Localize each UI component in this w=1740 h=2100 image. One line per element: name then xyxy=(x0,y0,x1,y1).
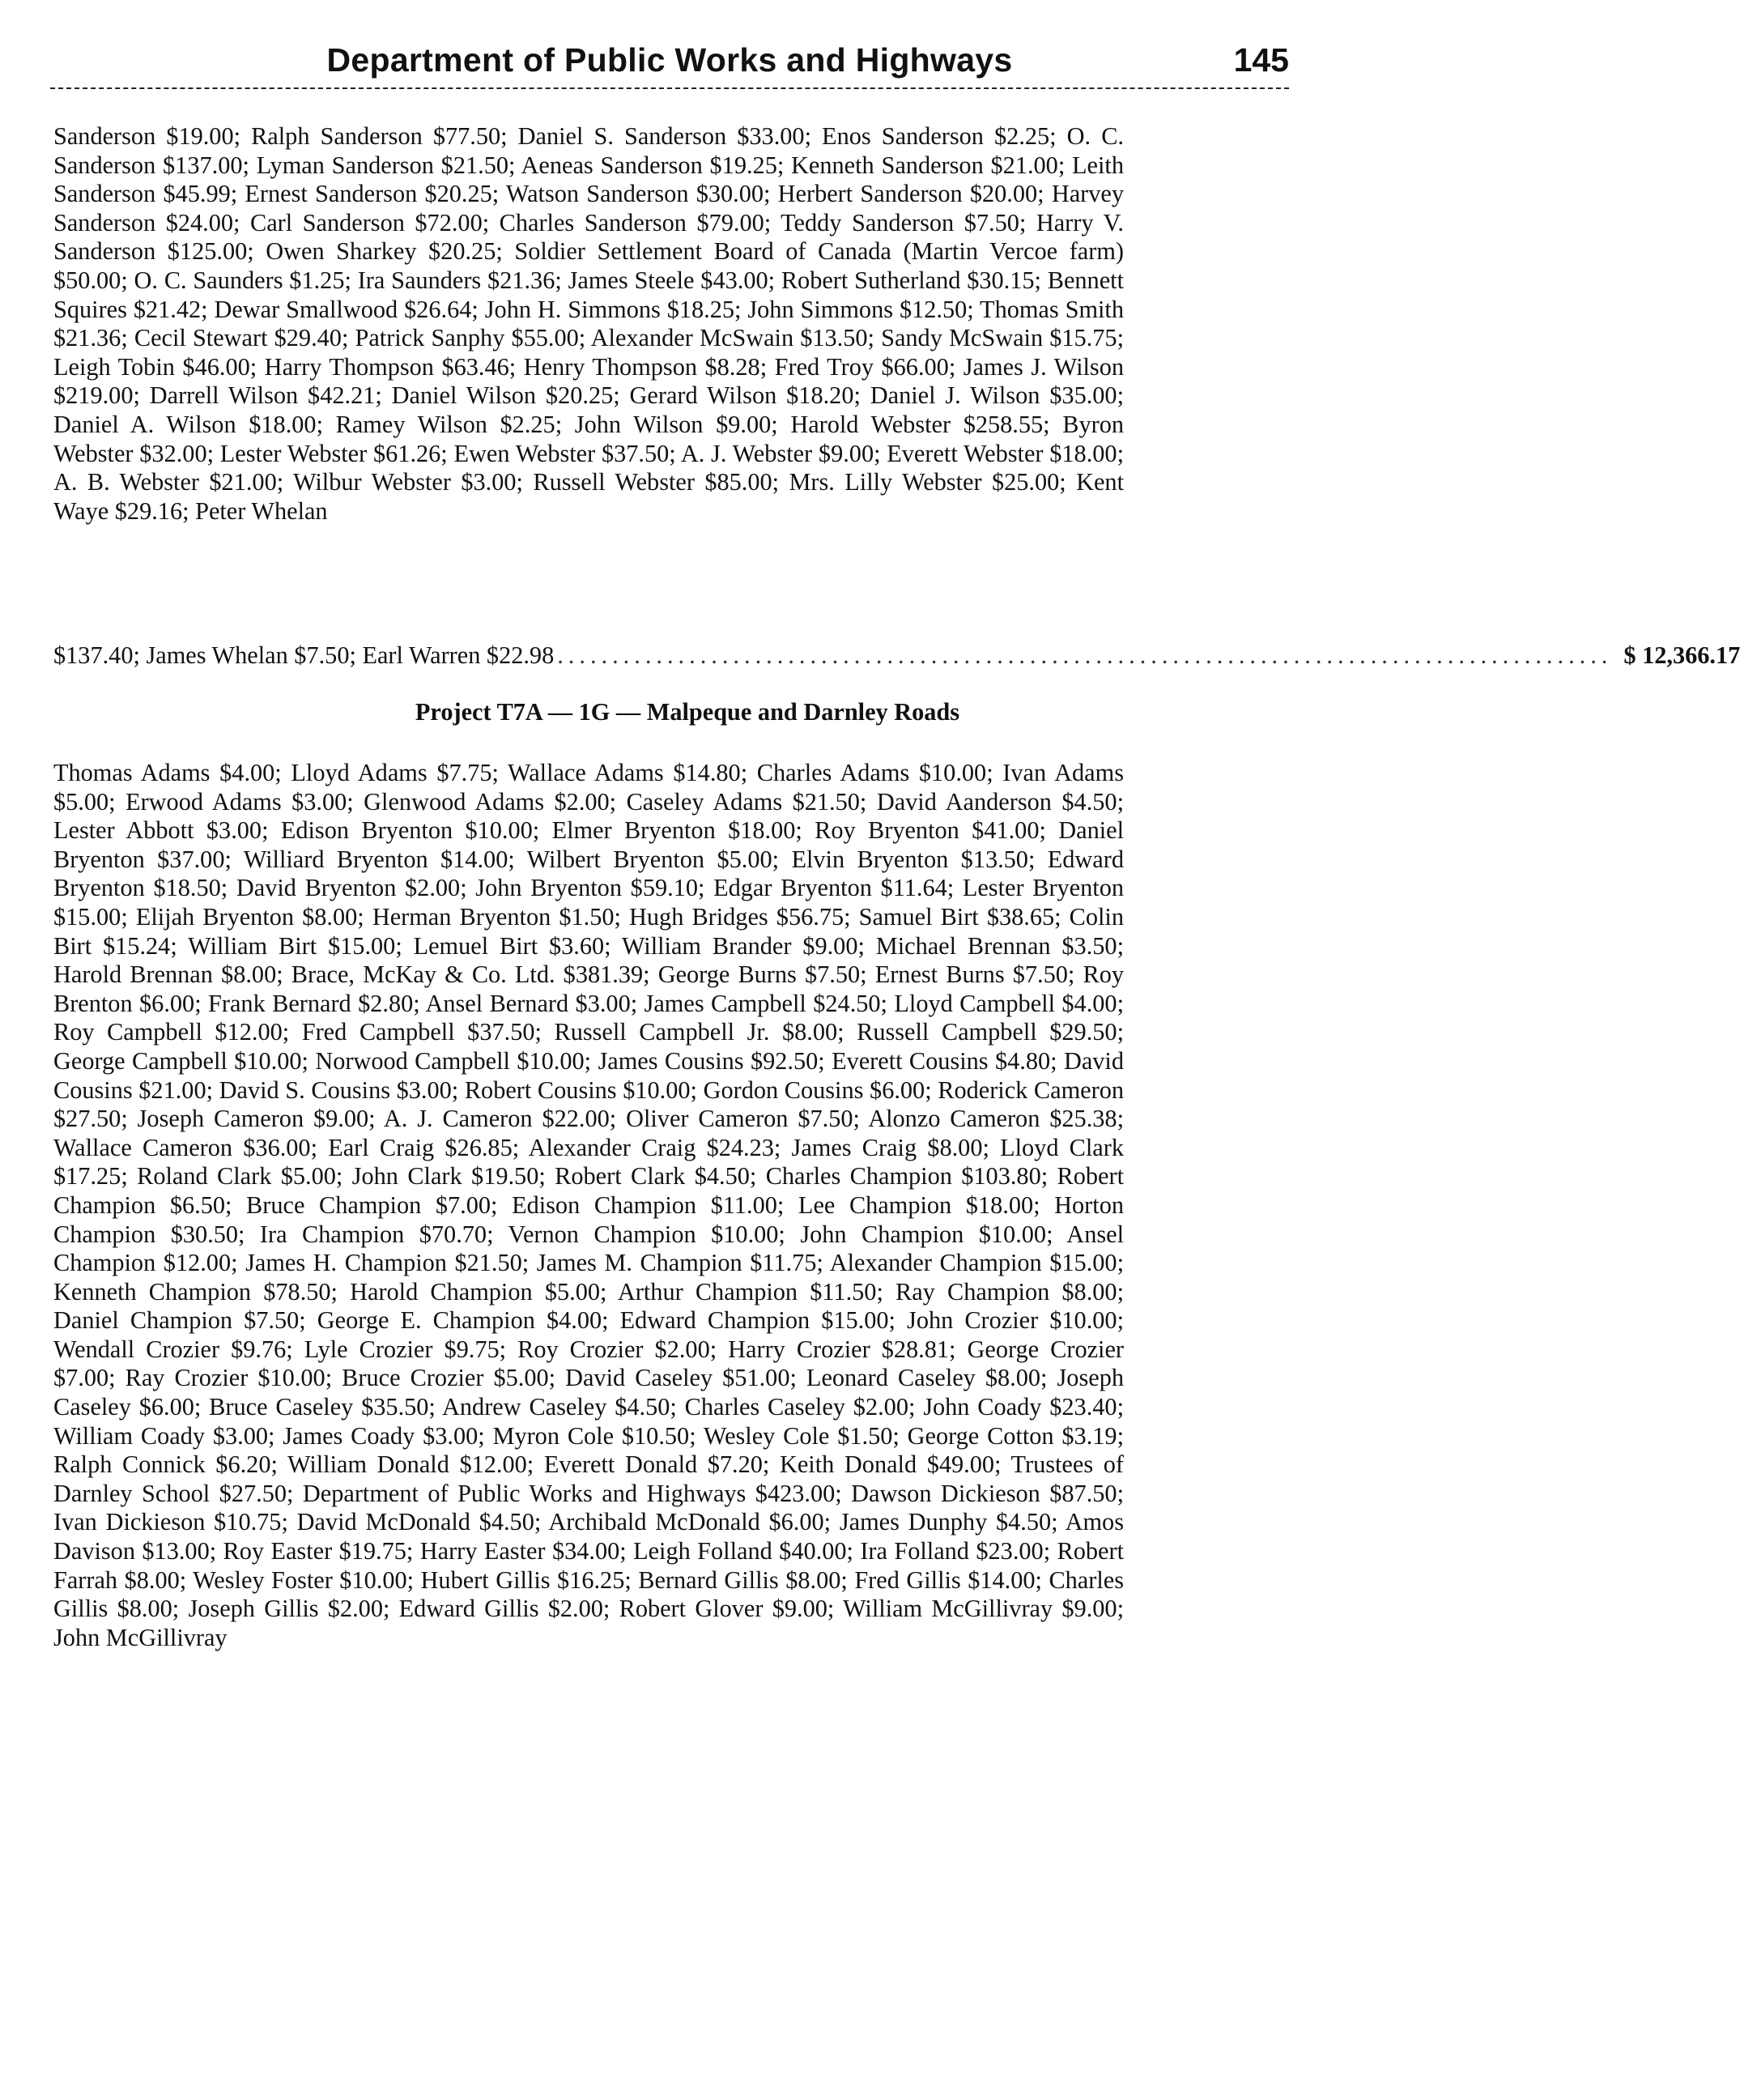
total-line xyxy=(53,641,1740,670)
header-title: Department of Public Works and Highways xyxy=(326,41,1013,79)
payee-paragraph-1: Sanderson $19.00; Ralph Sanderson $77.50; Daniel S. Sanderson $33.00; Enos Sanderson $2.25; O. C. Sanderson $137.00; Lyman Sanderson $21.50; Aeneas Sanderson $19.25; Kenneth Sanderson $21.00; Leith Sanderson $45.99; Ernest Sanderson $20.25; Watson Sanderson $30.00; Herbert Sanderson $20.00; Harvey Sanderson $24.00; Carl Sanderson $72.00; Charles Sanderson $79.00; Teddy Sanderson $7.50; Harry V. Sanderson $125.00; Owen Sharkey $20.25; Soldier Settlement Board of Canada (Martin Vercoe farm) $50.00; O. C. Saunders $1.25; Ira Saunders $21.36; James Steele $43.00; Robert Sutherland $30.15; Bennett Squires $21.42; Dewar Smallwood $26.64; John H. Simmons $18.25; John Simmons $12.50; Thomas Smith $21.36; Cecil Stewart $29.40; Patrick Sanphy $55.00; Alexander McSwain $13.50; Sandy McSwain $15.75; Leigh Tobin $46.00; Harry Thompson $63.46; Henry Thompson $8.28; Fred Troy $66.00; James J. Wilson $219.00; Darrell Wilson $42.21; Daniel Wilson $20.25; Gerard Wilson $18.20; Daniel J. Wilson $35.00; Daniel A. Wilson $18.00; Ramey Wilson $2.25; John Wilson $9.00; Harold Webster $258.55; Byron Webster $32.00; Lester Webster $61.26; Ewen Webster $37.50; A. J. Webster $9.00; Everett Webster $18.00; A. B. Webster $21.00; Wilbur Webster $3.00; Russell Webster $85.00; Mrs. Lilly Webster $25.00; Kent Waye $29.16; Peter Whelan xyxy=(53,122,1124,525)
page-number: 145 xyxy=(1233,41,1289,79)
project-heading: Project T7A — 1G — Malpeque and Darnley Roads xyxy=(415,698,960,726)
payee-paragraph-2: Thomas Adams $4.00; Lloyd Adams $7.75; Wallace Adams $14.80; Charles Adams $10.00; Ivan Adams $5.00; Erwood Adams $3.00; Glenwood Adams $2.00; Caseley Adams $21.50; David Aanderson $4.50; Lester Abbott $3.00; Edison Bryenton $10.00; Elmer Bryenton $18.00; Roy Bryenton $41.00; Daniel Bryenton $37.00; Williard Bryenton $14.00; Wilbert Bryenton $5.00; Elvin Bryenton $13.50; Edward Bryenton $18.50; David Bryenton $2.00; John Bryenton $59.10; Edgar Bryenton $11.64; Lester Bryenton $15.00; Elijah Bryenton $8.00; Herman Bryenton $1.50; Hugh Bridges $56.75; Samuel Birt $38.65; Colin Birt $15.24; William Birt $15.00; Lemuel Birt $3.60; William Brander $9.00; Michael Brennan $3.50; Harold Brennan $8.00; Brace, McKay & Co. Ltd. $381.39; George Burns $7.50; Ernest Burns $7.50; Roy Brenton $6.00; Frank Bernard $2.80; Ansel Bernard $3.00; James Campbell $24.50; Lloyd Campbell $4.00; Roy Campbell $12.00; Fred Campbell $37.50; Russell Campbell Jr. $8.00; Russell Campbell $29.50; George Campbell $10.00; Norwood Campbell $10.00; James Cousins $92.50; Everett Cousins $4.80; David Cousins $21.00; David S. Cousins $3.00; Robert Cousins $10.00; Gordon Cousins $6.00; Roderick Cameron $27.50; Joseph Cameron $9.00; A. J. Cameron $22.00; Oliver Cameron $7.50; Alonzo Cameron $25.38; Wallace Cameron $36.00; Earl Craig $26.85; Alexander Craig $24.23; James Craig $8.00; Lloyd Clark $17.25; Roland Clark $5.00; John Clark $19.50; Robert Clark $4.50; Charles Champion $103.80; Robert Champion $6.50; Bruce Champion $7.00; Edison Champion $11.00; Lee Champion $18.00; Horton Champion $30.50; Ira Champion $70.70; Vernon Champion $10.00; John Champion $10.00; Ansel Champion $12.00; James H. Champion $21.50; James M. Champion $11.75; Alexander Champion $15.00; Kenneth Champion $78.50; Harold Champion $5.00; Arthur Champion $11.50; Ray Champion $8.00; Daniel Champion $7.50; George E. Champion $4.00; Edward Champion $15.00; John Crozier $10.00; Wendall Crozier $9.76; Lyle Crozier $9.75; Roy Crozier $2.00; Harry Crozier $28.81; George Crozier $7.00; Ray Crozier $10.00; Bruce Crozier $5.00; David Caseley $51.00; Leonard Caseley $8.00; Joseph Caseley $6.00; Bruce Caseley $35.50; Andrew Caseley $4.50; Charles Caseley $2.00; John Coady $23.40; William Coady $3.00; James Coady $3.00; Myron Cole $10.50; Wesley Cole $1.50; George Cotton $3.19; Ralph Connick $6.20; William Donald $12.00; Everett Donald $7.20; Keith Donald $49.00; Trustees of Darnley School $27.50; Department of Public Works and Highways $423.00; Dawson Dickieson $87.50; Ivan Dickieson $10.75; David McDonald $4.50; Archibald McDonald $6.00; James Dunphy $4.50; Amos Davison $13.00; Roy Easter $19.75; Harry Easter $34.00; Leigh Folland $40.00; Ira Folland $23.00; Robert Farrah $8.00; Wesley Foster $10.00; Hubert Gillis $16.25; Bernard Gillis $8.00; Fred Gillis $14.00; Charles Gillis $8.00; Joseph Gillis $2.00; Edward Gillis $2.00; Robert Glover $9.00; William McGillivray $9.00; John McGillivray xyxy=(53,759,1124,1651)
total-line-text: $137.40; James Whelan $7.50; Earl Warren $22.98 xyxy=(53,641,555,669)
header-rule xyxy=(50,87,1289,89)
dot-leader: ................................................................................................ xyxy=(557,641,1613,669)
page-header xyxy=(50,23,1289,79)
section-total: $ 12,366.17 xyxy=(1623,641,1740,669)
